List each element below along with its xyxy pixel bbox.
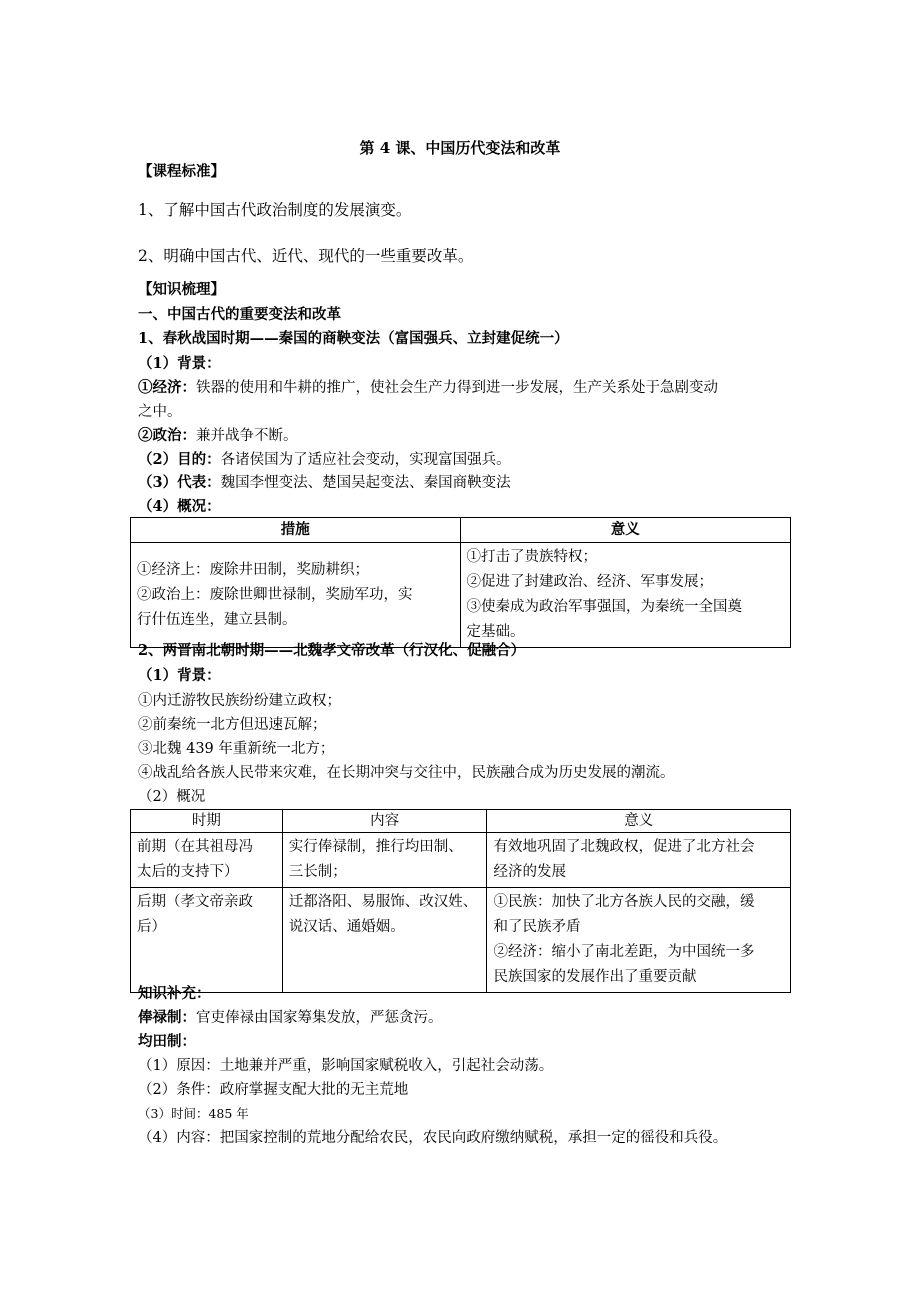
supplement-heading: 知识补充： [138,985,211,1002]
shang-col-measures: 措施 [131,518,461,543]
standard-item-2: 2、明确中国古代、近代、现代的一些重要改革。 [138,247,474,265]
land-content: （4）内容：把国家控制的荒地分配给农民，农民向政府缴纳赋税，承担一定的徭役和兵役。 [138,1130,728,1146]
shang-purpose: （2）目的：各诸侯国为了适应社会变动，实现富国强兵。 [138,451,511,468]
shang-bg-politics: ②政治：兼并战争不断。 [138,427,298,444]
xiaowen-col-content: 内容 [282,810,487,833]
land-time: （3）时间：485 年 [138,1106,249,1121]
shang-meaning-cell: ①打击了贵族特权； ②促进了封建政治、经济、军事发展； ③使秦成为政治军事强国，为秦统一全国奠 定基础。 [460,543,791,648]
standards-heading: 【课程标准】 [138,163,225,180]
shang-heading: 1、春秋战国时期——秦国的商鞅变法（富国强兵、立封建促统一） [138,330,569,347]
shang-overview-label: （4）概况： [138,498,221,515]
xiaowen-heading: 2、两晋南北朝时期——北魏孝文帝改革（行汉化、促融合） [138,642,526,659]
xiaowen-bg-1: ①内迁游牧民族纷纷建立政权； [138,693,341,709]
xiaowen-table [130,809,791,993]
xiaowen-bg-4: ④战乱给各族人民带来灾难，在长期冲突与交往中，民族融合成为历史发展的潮流。 [138,765,675,781]
shang-bg-economy-cont: 之中。 [138,404,182,420]
section-1-heading: 一、中国古代的重要变法和改革 [138,306,341,323]
land-condition: （2）条件：政府掌握支配大批的无主荒地 [138,1082,409,1098]
xiaowen-bg-3: ③北魏 439 年重新统一北方； [138,741,335,757]
econ-label: ①经济： [138,379,196,396]
pol-text: 兼并战争不断。 [196,428,298,444]
shang-col-meaning: 意义 [460,518,791,543]
shang-bg-economy [138,378,718,398]
xiaowen-background-label: （1）背景： [138,667,221,684]
knowledge-heading: 【知识梳理】 [138,281,225,298]
xiaowen-col-period: 时期 [131,810,283,833]
xiaowen-overview-label: （2）概况 [138,789,206,805]
shang-representatives: （3）代表：魏国李悝变法、楚国吴起变法、秦国商鞅变法 [138,474,511,491]
lesson-title: 第 4 课、中国历代变法和改革 [359,139,561,157]
salary-system: 俸禄制：官吏俸禄由国家筹集发放，严惩贪污。 [138,1009,443,1026]
land-reason: （1）原因：土地兼并严重，影响国家赋税收入，引起社会动荡。 [138,1058,554,1074]
econ-text: 铁器的使用和牛耕的推广，使社会生产力得到进一步发展，生产关系处于急剧变动 [196,380,718,396]
land-system-label: 均田制： [138,1033,196,1050]
table-row: 后期（孝文帝亲政 后） 迁都洛阳、易服饰、改汉姓、 说汉话、通婚姻。 ①民族：加快了北方各族人民的交融，缓 和了民族矛盾 ②经济：缩小了南北差距，为中国统一多 民族国家的发展作出了重要贡献 [131,888,791,993]
shang-measures-cell: ①经济上：废除井田制，奖励耕织； ②政治上：废除世卿世禄制，奖励军功，实 行什伍连坐，建立县制。 [131,543,461,648]
xiaowen-bg-2: ②前秦统一北方但迅速瓦解； [138,717,327,733]
shang-table [130,517,791,648]
table-row: 前期（在其祖母冯 太后的支持下） 实行俸禄制，推行均田制、 三长制； 有效地巩固了北魏政权，促进了北方社会 经济的发展 [131,833,791,888]
shang-background-label: （1）背景： [138,355,221,372]
standard-item-1: 1、了解中国古代政治制度的发展演变。 [138,201,412,219]
xiaowen-col-meaning: 意义 [487,810,791,833]
